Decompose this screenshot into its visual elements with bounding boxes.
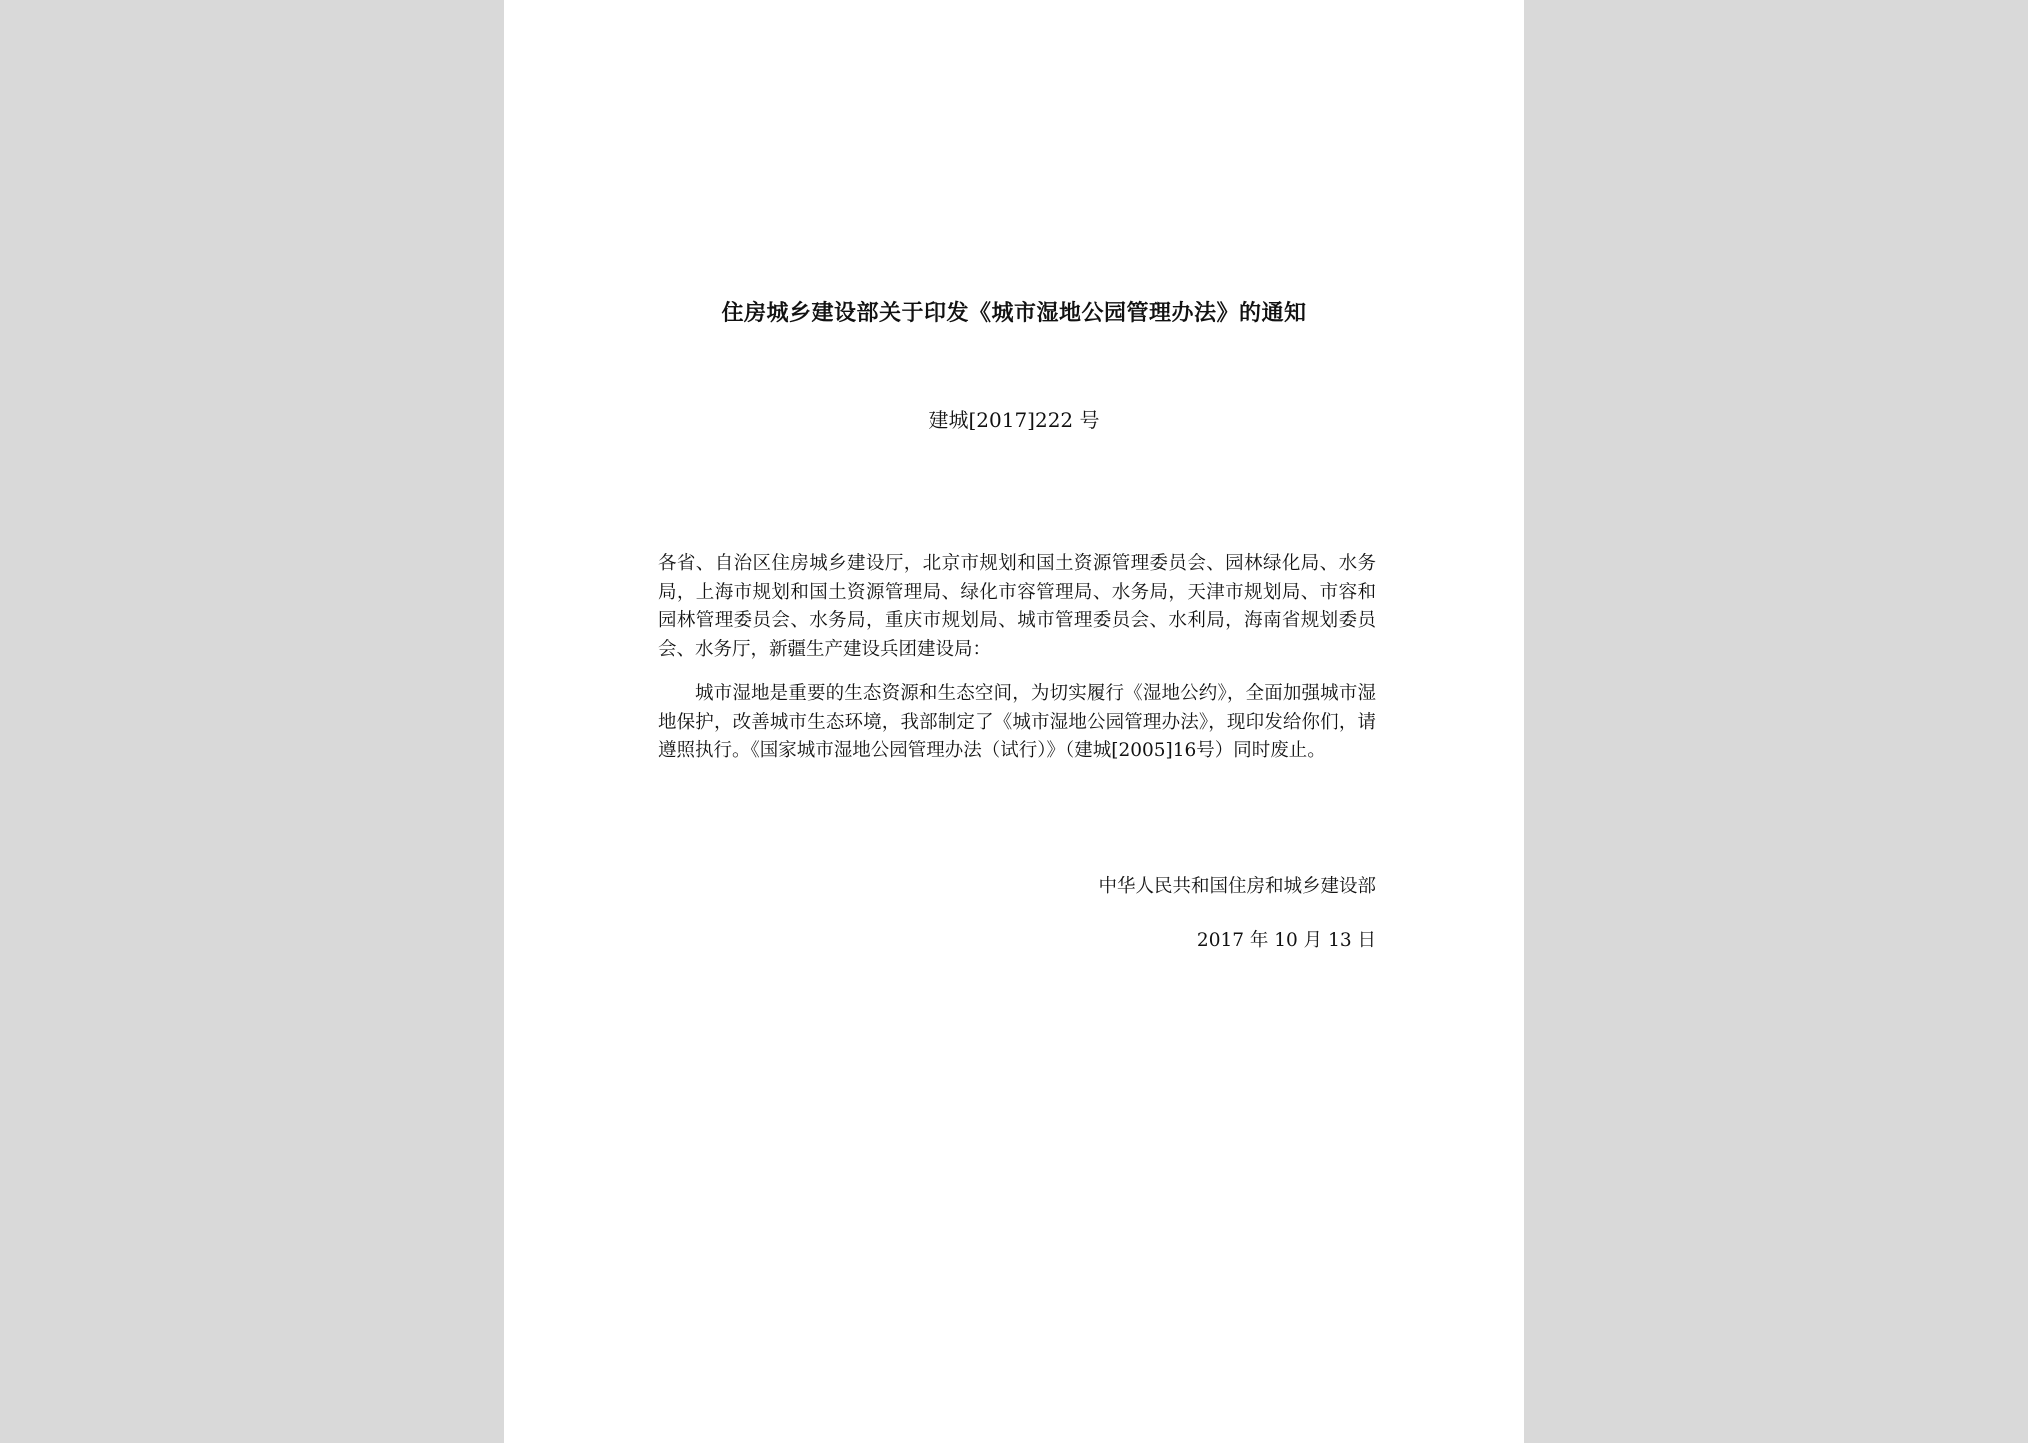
recipients-paragraph: 各省、自治区住房城乡建设厅，北京市规划和国土资源管理委员会、园林绿化局、水务局，上海市规划和国土资源管理局、绿化市容管理局、水务局，天津市规划局、市容和园林管理委员会、水务局，重庆市规划局、城市管理委员会、水利局，海南省规划委员会、水务厅，新疆生产建设兵团建设局： — [658, 553, 1376, 660]
document-title: 住房城乡建设部关于印发《城市湿地公园管理办法》的通知 — [721, 300, 1307, 326]
document-number: 建城[2017]222 号 — [928, 408, 1100, 432]
document-page — [504, 0, 1524, 1443]
body-paragraph: 城市湿地是重要的生态资源和生态空间，为切实履行《湿地公约》，全面加强城市湿地保护，改善城市生态环境，我部制定了《城市湿地公园管理办法》，现印发给你们，请遵照执行。《国家城市湿地公园管理办法（试行）》（建城[2005]16号）同时废止。 — [658, 683, 1376, 761]
issue-date: 2017 年 10 月 13 日 — [1196, 930, 1376, 951]
issuer-signature: 中华人民共和国住房和城乡建设部 — [1098, 876, 1376, 897]
